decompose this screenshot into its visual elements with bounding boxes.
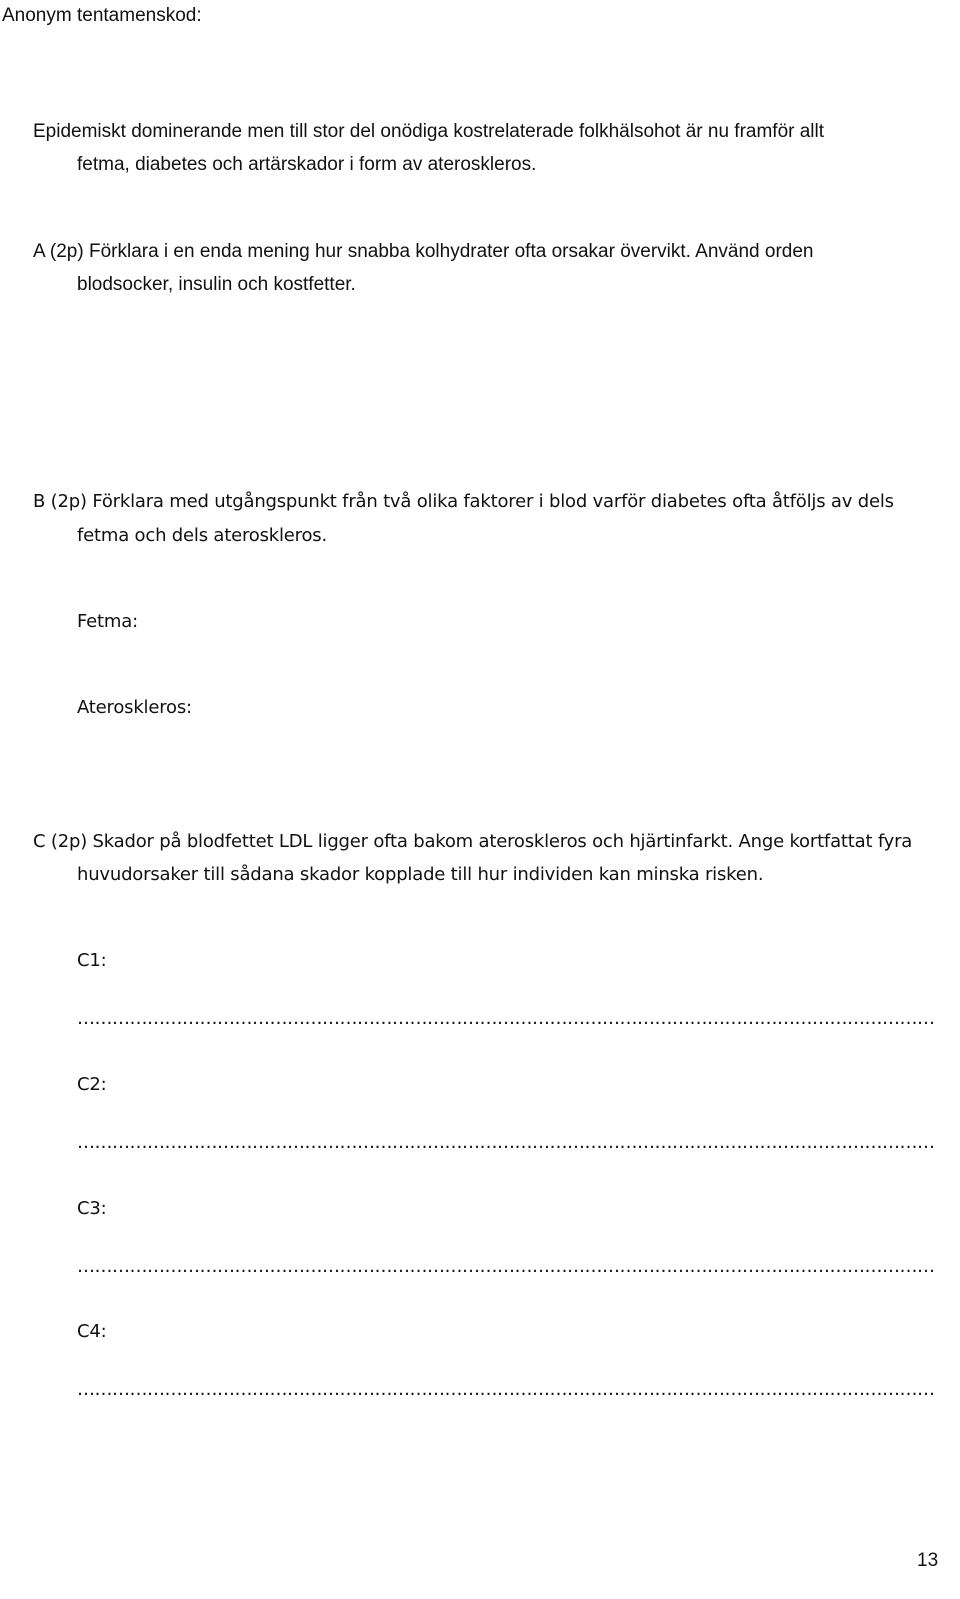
page-number: 13 — [917, 1550, 939, 1571]
answer-c1-dotted-line: ………………………………………………………………………………………………………………………………… — [77, 1010, 935, 1028]
question-a-line-1: A (2p) Förklara i en enda mening hur snabba kolhydrater ofta orsakar övervikt. Använd orden — [33, 241, 814, 262]
exam-code-label: Anonym tentamenskod: — [2, 5, 202, 26]
answer-c1-label: C1: — [77, 950, 107, 971]
question-b-line-2: fetma och dels ateroskleros. — [77, 525, 327, 546]
intro-line-1: Epidemiskt dominerande men till stor del onödiga kostrelaterade folkhälsohot är nu framför allt — [33, 121, 825, 142]
answer-c4-dotted-line: ………………………………………………………………………………………………………………………………… — [77, 1381, 935, 1399]
fetma-label: Fetma: — [77, 611, 138, 632]
question-c-line-2: huvudorsaker till sådana skador kopplade till hur individen kan minska risken. — [77, 864, 764, 885]
answer-c3-label: C3: — [77, 1198, 107, 1219]
ateroskleros-label: Ateroskleros: — [77, 697, 192, 718]
answer-c4-label: C4: — [77, 1321, 107, 1342]
answer-c2-label: C2: — [77, 1074, 107, 1095]
question-a-line-2: blodsocker, insulin och kostfetter. — [77, 274, 356, 295]
question-c-line-1: C (2p) Skador på blodfettet LDL ligger ofta bakom ateroskleros och hjärtinfarkt. Ange kortfattat fyra — [33, 831, 913, 852]
answer-c2-dotted-line: ………………………………………………………………………………………………………………………………… — [77, 1134, 935, 1152]
intro-line-2: fetma, diabetes och artärskador i form av ateroskleros. — [77, 154, 537, 175]
answer-c3-dotted-line: ………………………………………………………………………………………………………………………………… — [77, 1258, 935, 1276]
question-b-line-1: B (2p) Förklara med utgångspunkt från två olika faktorer i blod varför diabetes ofta åtföljs av dels — [33, 491, 894, 512]
